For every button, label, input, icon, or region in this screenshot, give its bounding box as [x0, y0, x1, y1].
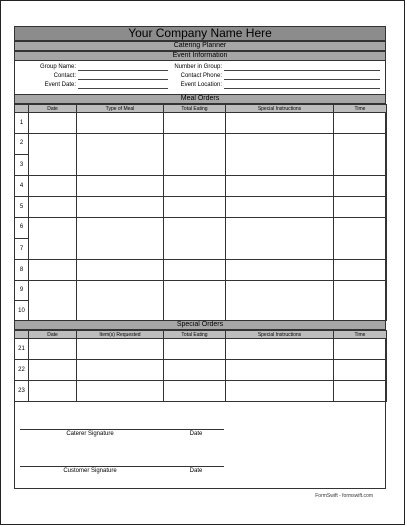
row-number: 3 [15, 155, 29, 176]
time-cell[interactable] [334, 281, 387, 321]
row-number-column-header [15, 105, 29, 113]
table-row [15, 360, 387, 381]
meal-type-cell[interactable] [77, 218, 164, 260]
meal-orders-header: Meal Orders [14, 94, 386, 104]
table-row [15, 381, 387, 402]
row-number: 7 [15, 239, 29, 260]
meal-orders-table [14, 104, 387, 321]
caterer-date-label: Date [189, 431, 203, 437]
special-instructions-cell[interactable] [226, 176, 334, 197]
total-eating-cell[interactable] [164, 281, 226, 321]
special-instructions-column-header: Special Instructions [226, 331, 334, 339]
special-instructions-cell[interactable] [226, 281, 334, 321]
time-cell[interactable] [334, 260, 387, 281]
row-number: 9 [15, 281, 29, 301]
meal-type-cell[interactable] [77, 176, 164, 197]
form-title: Catering Planner [14, 41, 386, 51]
row-number: 8 [15, 260, 29, 281]
items-requested-cell[interactable] [77, 339, 164, 360]
special-instructions-cell[interactable] [226, 113, 334, 134]
time-cell[interactable] [334, 218, 387, 260]
time-cell[interactable] [334, 176, 387, 197]
total-eating-cell[interactable] [164, 113, 226, 134]
footer-text: FormSwift - formswift.com [315, 493, 373, 499]
date-cell[interactable] [29, 260, 77, 281]
total-eating-cell[interactable] [164, 360, 226, 381]
items-requested-column-header: Item(s) Requested [77, 331, 164, 339]
meal-type-column-header: Type of Meal [77, 105, 164, 113]
special-instructions-cell[interactable] [226, 260, 334, 281]
table-row [15, 176, 387, 197]
total-eating-cell[interactable] [164, 260, 226, 281]
time-cell[interactable] [334, 381, 387, 402]
total-eating-cell[interactable] [164, 381, 226, 402]
date-cell[interactable] [29, 360, 77, 381]
customer-signature-label: Customer Signature [63, 468, 117, 474]
time-cell[interactable] [334, 339, 387, 360]
caterer-signature-label: Caterer Signature [66, 431, 114, 437]
number-in-group-label: Number in Group: [174, 64, 222, 70]
meal-orders-header-row [15, 105, 387, 113]
contact-field[interactable] [78, 79, 168, 80]
customer-signature-line[interactable] [20, 466, 224, 467]
time-column-header: Time [334, 331, 387, 339]
total-eating-column-header: Total Eating [164, 105, 226, 113]
date-cell[interactable] [29, 197, 77, 218]
table-row [15, 281, 387, 301]
time-cell[interactable] [334, 134, 387, 176]
table-row [15, 134, 387, 155]
date-cell[interactable] [29, 339, 77, 360]
time-cell[interactable] [334, 197, 387, 218]
special-instructions-cell[interactable] [226, 339, 334, 360]
row-number: 10 [15, 301, 29, 321]
total-eating-cell[interactable] [164, 197, 226, 218]
table-row [15, 218, 387, 239]
company-name-header: Your Company Name Here [14, 26, 386, 41]
special-orders-table [14, 330, 387, 402]
event-date-label: Event Date: [44, 82, 76, 88]
date-cell[interactable] [29, 176, 77, 197]
meal-type-cell[interactable] [77, 197, 164, 218]
contact-label: Contact: [53, 73, 76, 79]
contact-phone-field[interactable] [224, 79, 380, 80]
table-row [15, 113, 387, 134]
row-number: 22 [15, 360, 29, 381]
total-eating-column-header: Total Eating [164, 331, 226, 339]
event-info-header: Event Information [14, 51, 386, 61]
row-number: 21 [15, 339, 29, 360]
group-name-field[interactable] [78, 70, 168, 71]
time-column-header: Time [334, 105, 387, 113]
caterer-signature-line[interactable] [20, 429, 224, 430]
event-date-field[interactable] [78, 88, 168, 89]
total-eating-cell[interactable] [164, 218, 226, 260]
date-cell[interactable] [29, 218, 77, 260]
date-cell[interactable] [29, 113, 77, 134]
total-eating-cell[interactable] [164, 339, 226, 360]
row-number-column-header [15, 331, 29, 339]
meal-type-cell[interactable] [77, 113, 164, 134]
meal-type-cell[interactable] [77, 134, 164, 176]
special-instructions-cell[interactable] [226, 381, 334, 402]
meal-type-cell[interactable] [77, 260, 164, 281]
number-in-group-field[interactable] [224, 70, 380, 71]
group-name-label: Group Name: [39, 64, 76, 70]
special-instructions-cell[interactable] [226, 134, 334, 176]
total-eating-cell[interactable] [164, 176, 226, 197]
special-instructions-cell[interactable] [226, 218, 334, 260]
row-number: 23 [15, 381, 29, 402]
table-row [15, 197, 387, 218]
row-number: 6 [15, 218, 29, 239]
event-location-field[interactable] [224, 88, 380, 89]
total-eating-cell[interactable] [164, 134, 226, 176]
contact-phone-label: Contact Phone: [180, 73, 222, 79]
special-instructions-cell[interactable] [226, 360, 334, 381]
event-location-label: Event Location: [180, 82, 222, 88]
customer-date-label: Date [189, 468, 203, 474]
row-number: 5 [15, 197, 29, 218]
special-orders-header: Special Orders [14, 320, 386, 330]
date-cell[interactable] [29, 134, 77, 176]
row-number: 4 [15, 176, 29, 197]
row-number: 2 [15, 134, 29, 155]
special-instructions-cell[interactable] [226, 197, 334, 218]
items-requested-cell[interactable] [77, 381, 164, 402]
special-instructions-column-header: Special Instructions [226, 105, 334, 113]
table-row [15, 339, 387, 360]
items-requested-cell[interactable] [77, 360, 164, 381]
table-row [15, 260, 387, 281]
date-column-header: Date [29, 331, 77, 339]
row-number: 1 [15, 113, 29, 134]
time-cell[interactable] [334, 360, 387, 381]
time-cell[interactable] [334, 113, 387, 134]
date-cell[interactable] [29, 281, 77, 321]
date-cell[interactable] [29, 381, 77, 402]
meal-type-cell[interactable] [77, 281, 164, 321]
date-column-header: Date [29, 105, 77, 113]
special-orders-header-row [15, 331, 387, 339]
